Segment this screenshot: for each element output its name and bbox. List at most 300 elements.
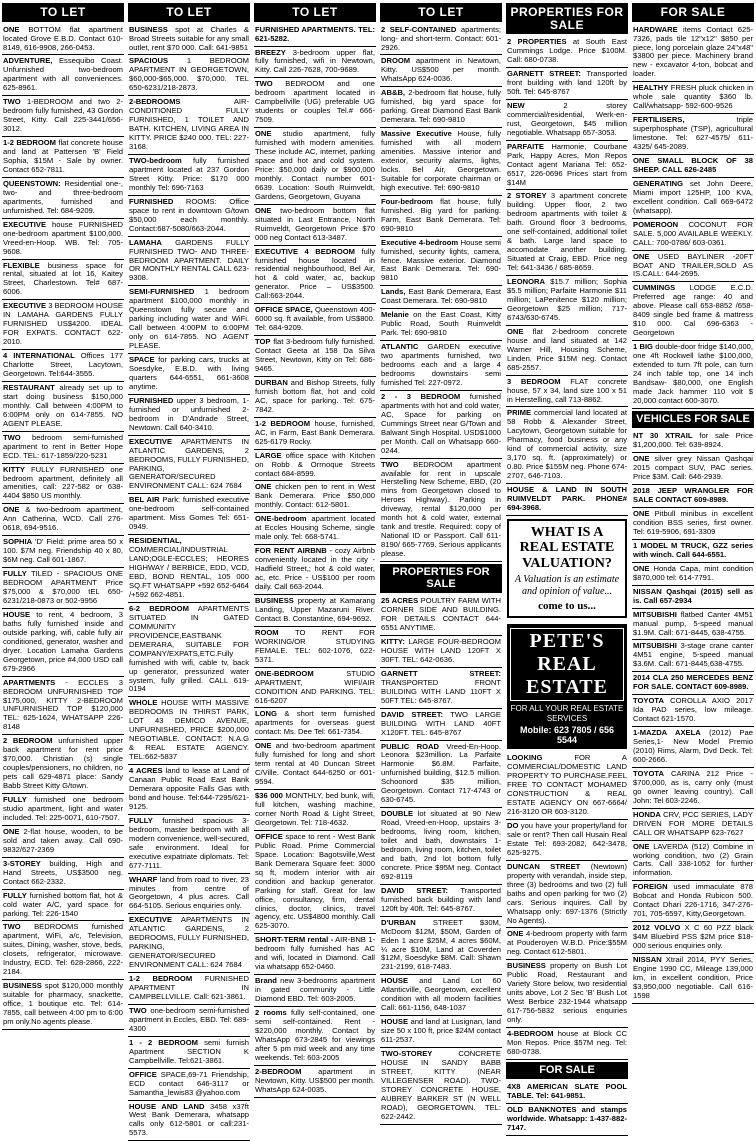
classified-ad <box>506 960 628 1028</box>
ad-lead: ONE <box>633 841 650 851</box>
ad-lead: ONE <box>255 482 272 492</box>
ad-lead: FULLY <box>3 890 27 900</box>
classified-ad <box>506 752 628 820</box>
ad-lead: ONE <box>255 205 272 215</box>
ad-lead: SPACE <box>129 355 155 365</box>
ad-lead: 2012 VOLVO <box>633 923 681 933</box>
classified-ad <box>632 609 754 641</box>
ad-body: AIR-CONDITIONED FULLY FURNISHED, 1 TOILET AND BATH. KITCHEN, LIVING AREA IN KITTY. PRICE $240 000. TEL: 227-3168. <box>129 97 249 152</box>
classified-ad <box>2 432 124 464</box>
logo-phone: Mobile: 623 7805 / 656 5544 <box>519 725 615 746</box>
ad-body: 1 bedroom apartment $100,000 monthly in Queenstown fully secure and parking including water and WiFi. Call between 4:00PM to 6:00PM only on 614-7855. NO AGENT PLEASE. <box>129 287 249 351</box>
ad-list <box>506 36 628 516</box>
ad-lead: HOUSE & LAND IN SOUTH RUIMVELDT PARK. PHONE# 694-3968. <box>507 485 627 512</box>
classified-ad <box>254 304 376 336</box>
classified-ad <box>128 237 250 287</box>
ad-lead: ONE <box>255 129 272 139</box>
ad-lead: KITTY <box>3 464 25 474</box>
ad-lead: 2-BEDROOM <box>255 1066 302 1076</box>
ad-body: to rent, 4 bedroom, 3 baths fully furnished inside and outside parking, wifi, cable fully air conditioned, generator, washer and dryer. Location Lamaha Gardens Georgetown, price #4,000 USD call 679-2966 <box>3 609 123 673</box>
classified-ad <box>506 276 628 326</box>
classified-ad <box>380 917 502 976</box>
column-4 <box>380 3 502 1121</box>
classified-ad <box>380 709 502 741</box>
ad-body: for sale Price $1,200,000. Tel: 639-8924. <box>633 431 753 450</box>
classified-ad <box>506 928 628 960</box>
classified-ad <box>2 980 124 1030</box>
classified-ad <box>506 820 628 861</box>
ad-lead: MITSUBISHI <box>633 641 677 651</box>
column-1 <box>2 3 124 1026</box>
ad-body: & short term furnished apartments for overseas guest contact: Ms. Dee Tel: 661-7354. <box>255 709 375 737</box>
classified-ad <box>128 765 250 815</box>
ad-lead: WHOLE <box>129 698 158 708</box>
column-header: TO LET <box>380 3 502 22</box>
ad-lead: TOYOTA <box>633 696 664 706</box>
ad-body: on the East Coast, Kitty Public Road, South Ruimveldt Park. Tel: 690-9810 <box>381 310 501 338</box>
classified-ad <box>380 885 502 917</box>
logo-name: PETE'S REAL ESTATE <box>510 628 624 701</box>
ad-body: FLAT concrete house, 57 x 34, land size 100 x 51 in Herstelling, call 713-8862. <box>507 376 627 404</box>
ad-body: two-bedroom bottom flat situated in Last Entrance, North Ruimveldt, Georgetown Price $70 000 neg Contact 613-3487. <box>255 205 375 242</box>
ad-lead: TOYOTA <box>633 768 664 778</box>
classified-ad <box>2 24 124 56</box>
ad-lead: Executive 4-bedroom <box>381 237 459 247</box>
classified-ad <box>2 300 124 350</box>
classified-ad <box>128 395 250 436</box>
ad-lead: RESTAURANT <box>3 382 55 392</box>
ad-lead: TWO <box>3 432 21 442</box>
ad-lead: GARNETT STREET: <box>507 69 581 79</box>
ad-lead: LONG <box>255 709 277 719</box>
classified-ad <box>632 219 754 251</box>
classified-ad <box>632 809 754 841</box>
ad-body: FRESH pluck chicken in whole sale quantity $360 lb. Call/whatsapp- 592-600-9526 <box>633 83 753 111</box>
classified-ad <box>632 430 754 453</box>
ad-body: and Land Lot 60 Atlanticville, Georgetown, excellent condition with all modern facilities Call: 661-1156, 648-1037 <box>381 976 501 1013</box>
ad-body: FULLY FURNISHED one bedroom apartment, definitely all amenities, call: 227-582 or 638-4404 $850 US monthly. <box>3 464 123 501</box>
column-2 <box>128 3 250 1138</box>
classified-ad <box>128 96 250 155</box>
ad-lead: 1-2 BEDROOM <box>255 418 311 428</box>
classified-ad <box>254 336 376 377</box>
ad-body: lot situated at 90 New Road, Vreed-en-Hoop, upstairs 3-bedrooms, living room, kitchen, toilet and bath, downstairs 1-bedroom, living room, kitchen, toilet and bath, 2nd lot bottom fully concrete. Price $95M neg. Contact 692-8119 <box>381 809 501 881</box>
classified-ad <box>128 196 250 237</box>
ad-body: MONTHLY, bed bunk, wifi, full kitchen, washing machine, corner North Road & Light Street, Georgetown. Tel: 718-4632. <box>255 791 375 827</box>
ad-body: and two-bedroom apartment fully furnished for long and short term rental at 40 Duncan Street C/Ville. Contact 644-6250 or 601-9594. <box>255 741 375 787</box>
ad-body: upper 3 bedroom, 1-furnished or unfurnished 2-bedroom in D'Andrade Street, Newtown. Call 640-3410. <box>129 395 249 432</box>
ad-lead: TWO <box>381 459 399 469</box>
ad-lead: NISSAN <box>633 955 662 965</box>
ad-body: LODGE E.C.D. Preferred age range: 40 and above. Please call 653-8852 /658-8409 single bed frame & mattress $10 000. Cal 696-6363 - Georgetown <box>633 283 753 338</box>
classified-ad <box>128 874 250 915</box>
classified-ad <box>380 741 502 809</box>
ad-body: Transported furnished back building with land 120ft by 40ft. Tel: 645-8767. <box>381 885 501 913</box>
classified-ad <box>254 78 376 128</box>
ad-lead: LEONORA <box>507 277 545 287</box>
classified-ad <box>632 954 754 1004</box>
ad-body: SPACE,69-71 Friendship, ECD contact 646-3117 or Samantha_lewis83 @yahoo.com <box>129 1069 249 1097</box>
ad-body: BOTTOM flat apartment located Grove E.B.D. Contact 610-8149, 616-9908, 266-0453. <box>3 24 123 52</box>
classified-ad <box>2 677 124 736</box>
ad-lead: 2014 CLA 250 MERCEDES BENZ FOR SALE. CONTACT 609-8989. <box>633 673 753 692</box>
classified-ad <box>254 934 376 975</box>
ad-list <box>506 1081 628 1136</box>
logo-tagline: FOR ALL YOUR REAL ESTATE SERVICES <box>510 704 624 723</box>
ad-body: 3 apartment concrete building. Upper floor, 2 two bedroom apartments with toilet & bath. Ground floor 3 bedrooms, one self-contained, additional toilet & bath. Large land space to accomodate another building. Situated at Craig, EBD. Price neg Tel: 641-3436 / 685-8659. <box>507 191 627 273</box>
classified-ad <box>632 640 754 672</box>
ad-body: you have your property/land for sale or rent? Then call Husain Real Estate Tel: 693-2082, 642-3478, 625-9275. <box>507 820 627 857</box>
classified-ad <box>506 36 628 68</box>
ad-body: building, High and Hand Streets, US$3500 neg. Contact 662-2332. <box>3 858 123 886</box>
ad-body: fully self-contained, one semi self-contained. Rent - $220,000 monthly. Contact by WhatsApp 673-2845 for viewings after 5 pm mid week and any time weekends. Tel: 603-2005 <box>255 1008 375 1062</box>
classified-ad <box>506 100 628 141</box>
ad-lead: 2018 JEEP WRANGLER FOR SALE CONTACT 609-8989. <box>633 486 753 505</box>
classified-ad <box>506 1104 628 1136</box>
ad-lead: BUSINESS <box>3 981 42 991</box>
ad-body: Residential one-, two- and three-bedroom apartments, furnished and unfurnished. Tel: 684-9209. <box>3 178 123 215</box>
ad-body: COCONUT FOR SALE. 5,000 AVAILABLE WEEKLY. CALL: 700-0786/ 603-0361. <box>633 219 753 247</box>
ad-body: items Contact 625-7326, pads tile 12"x12" $850 per piece, long porcelain glaze 24"x48" $3800 per piece. Machinery brand new - excavator 4-ton, bobcat and loader. <box>633 24 753 79</box>
ad-body: 3-bedroom upper flat, fully furnished, wifi in Newtown, Kitty. Call 226-7628, 700-9689. <box>255 47 375 75</box>
ad-body: office space with Kitchen on Robb & Orrnoque Streets contact 684-8599. <box>255 450 375 478</box>
classified-ad <box>506 376 628 408</box>
classified-ad <box>254 481 376 513</box>
ad-lead: 3 BEDROOM <box>507 376 561 386</box>
ad-body: 3458 x37ft West Bank Demerara, whatsapp calls only 612-5801 or call:231-5573. <box>129 1101 249 1138</box>
ad-lead: ADVENTURE, <box>3 56 53 66</box>
ad-lead: 2 PROPERTIES <box>507 37 567 47</box>
ad-lead: GARNETT STREET: <box>381 668 501 678</box>
classified-ad <box>128 1037 250 1069</box>
classified-ad <box>632 453 754 485</box>
ad-lead: APARTMENTS <box>3 677 56 687</box>
ad-body: furnished one bedroom studio apartment, light and water included. Tel: 225-0071, 610-7507. <box>3 795 123 822</box>
ad-lead: 2 BEDROOM <box>3 736 53 746</box>
ad-lead: BUSINESS <box>129 24 168 34</box>
ad-lead: TWO <box>129 1005 147 1015</box>
ad-body: BEDROOM and one bedroom apartment located in Campbellville (UG) preferable UG students or couples Tel.# 666-7509. <box>255 79 375 125</box>
ad-body: land to lease at Land of Canaan Public Road East Bank Demerara opposite Falls Gas with bond and house. Tel:644-7295/621-9125. <box>129 766 249 811</box>
ad-lead: DO <box>507 820 519 830</box>
ad-lead: 4-BEDROOM <box>507 1028 554 1038</box>
ad-body: GARDENS FULLY FURNISHED TWO- AND THREE-BEDROOM APARTMENT. DAILY OR MONTHLY RENTAL CALL 623-9308. <box>129 237 249 283</box>
ad-body: POULTRY FARM WITH CORNER SIDE AND BUILDING. FOR DETAILS CONTACT 644-6551 ANYTIME. <box>381 596 501 633</box>
ad-lead: 3-STOREY <box>3 858 41 868</box>
ad-body: TO RENT FOR WORKING/OR STUDYING FEMALE. TEL: 602-1076, 622-5371. <box>255 627 375 664</box>
classified-ad <box>380 286 502 309</box>
classified-ad <box>254 47 376 79</box>
ad-list <box>380 595 502 1125</box>
classified-ad <box>128 436 250 495</box>
classified-ad <box>2 826 124 858</box>
ad-lead: SHORT-TERM rental - <box>255 935 334 945</box>
ad-body: (2012) Pae Series,1- New Model Premio (2010) Rims, Alarm, Dvd Deck. Tel: 600-2666. <box>633 728 753 764</box>
ad-lead: ONE-BEDROOM <box>255 668 314 678</box>
ad-lead: HONDA <box>633 809 661 819</box>
classified-ad <box>2 890 124 922</box>
classified-ad <box>632 341 754 409</box>
classified-ad <box>380 975 502 1016</box>
classified-ad <box>632 282 754 341</box>
ad-lead: NT 30 XTRAIL <box>633 431 693 441</box>
classified-ad <box>128 494 250 535</box>
ad-lead: SEMI-FURNISHED <box>129 287 195 297</box>
ad-body: Offices 177 Charlotte Street, Lacytown, Georgetown. Tel:644-3555. <box>3 351 123 378</box>
ad-body: apartment in Newtown, Kitty. US$500 per month. WhatsApp 624-0035. <box>255 1066 375 1094</box>
classified-ad <box>632 841 754 882</box>
classified-ad <box>128 603 250 698</box>
ad-lead: 4 ACRES <box>129 766 163 776</box>
classified-ad <box>254 627 376 668</box>
classified-ad <box>506 861 628 929</box>
classified-ad <box>632 563 754 586</box>
ad-lead: OFFICE SPACE, <box>255 305 313 315</box>
column-6 <box>632 3 754 1000</box>
ad-body: TWO LARGE BUILDING WITH LAND 40FT X120FT. TEL: 645-8767 <box>381 709 501 737</box>
ad-lead: DAVID STREET: <box>381 885 449 895</box>
ad-body: Xtrail 2014, PYY Series, Engine 1990 CC, Mileage 139,000 km, in excellent condition, Price $3,950,000 negotiable. Call 616-1598 <box>633 955 753 1000</box>
ad-body: - cozy Airbnb conveniently located in the city - Hadfield Street,; hot & cold water, ac, etc. Price - US$100 per room daily. Call 663-2044. <box>255 546 375 592</box>
ad-lead: EXECUTIVE <box>3 219 47 229</box>
classified-ad <box>254 831 376 934</box>
ad-lead: HOUSE <box>381 976 409 986</box>
valuation-promo-box <box>507 519 627 618</box>
classified-ad <box>128 973 250 1005</box>
classified-ad <box>254 740 376 790</box>
ad-lead: 2 - 3 BEDROOM <box>381 391 461 401</box>
ad-body: apartment located at Eccles Housing Scheme, single male only. Tel: 668-5741. <box>255 514 375 542</box>
classified-ad <box>254 790 376 831</box>
ad-lead: ONE <box>255 741 272 751</box>
classified-ad <box>128 155 250 196</box>
classified-ad <box>128 55 250 96</box>
ad-body: double-door fridge $140,000, one 4ft Rockwell lathe $100,000, extended to turn 7ft pole, can turn 24 inch table top, one 14 inch Bandsaw- $80,000, one English made Jack hammer 110 volt $ 20,000 contact 600-3070. <box>633 342 753 405</box>
classified-ad <box>506 407 628 484</box>
ad-lead: LARGE <box>255 450 282 460</box>
classified-ad <box>632 727 754 768</box>
ad-body: land from road to river, 23 minutes from centre of Georgetown, 4 plus acres. Call 664-5105. Serious enquiries only. <box>129 874 249 911</box>
real-estate-logo-box <box>507 624 627 749</box>
column-header: TO LET <box>2 3 124 22</box>
classified-ad <box>380 1016 502 1048</box>
classified-ad <box>506 190 628 276</box>
ad-lead: D'URBAN <box>381 917 416 927</box>
ad-lead: EXECUTIVE 4 BEDROOM <box>255 246 355 256</box>
ad-body: 3 BEDROOM HOUSE IN LAMAHA GARDENS FULLY FURNISHED US$4200. IDEAL FOR EXPATS. CONTACT 622-2010. <box>3 301 123 347</box>
ad-lead: ONE <box>633 251 650 261</box>
ad-body: bedroom semi-furnished apartment to rent in Better Hope ECD. TEL: 617-1859/220-5231 <box>3 432 123 460</box>
ad-body: used immaculate 878 Bobcat and Honda Rubicon 500. Contact Dhari 226-1716, 347-276-701, 705-6597, Kitty,Georgetown. <box>633 882 753 919</box>
ad-lead: $36 000 <box>255 791 283 801</box>
column-5 <box>506 3 628 1133</box>
ad-lead: DURBAN <box>255 377 288 387</box>
ad-lead: HOUSE <box>3 609 31 619</box>
ad-body: USED BAYLINER -20FT BOAT AND TRAILER,SOLD AS IS.CALL: 644-2695. <box>633 251 753 279</box>
ad-lead: SPACIOUS <box>129 56 169 66</box>
ad-body: FURNISHED APARTMENT IN CAMPBELLVILLE. Call: 621-3861. <box>129 974 249 1001</box>
classified-ad <box>506 326 628 376</box>
ad-lead: FOR RENT AIRBNB <box>255 546 327 556</box>
ad-body: $15.7 million; Sophia $5.5 million; Parfaite Harmonie $11 million; LaPenitence $120 million; Georgetown $25 million; 717-6743/630-6745. <box>507 277 627 322</box>
ad-lead: 1 MODEL M TRUCK, GZZ series with winch. Call 644-6551. <box>633 540 753 559</box>
ad-lead: KITTY: <box>381 636 405 646</box>
ad-body: and Bishop Streets, fully furnish bottom flat, hot and cold AC, space for parking. Tel: 675-7842. <box>255 377 375 414</box>
ad-lead: MITSUBISHI <box>633 609 677 619</box>
ad-lead: TOP <box>255 337 271 347</box>
classified-ad <box>632 114 754 155</box>
classified-ad <box>506 1081 628 1104</box>
ad-lead: QUEENSTOWN: <box>3 178 61 188</box>
ad-body: set John Deere, Miami import 125HP, 100 KVA, excellent condition. Call 669-6472 (whatsapp). <box>633 178 753 215</box>
ad-lead: ONE <box>633 509 650 519</box>
classified-ad <box>254 246 376 305</box>
ad-lead: CUMMINGS <box>633 283 676 293</box>
ad-body: BEDROOMS furnished apartment, WiFi, a/c, Television, suites, Dining, washer, stove, beds, closets, refrigerator, microwave. Industry, ECD. Tel: 628-2866, 222-2184. <box>3 922 123 977</box>
ad-lead: FULLY <box>129 815 153 825</box>
classified-ad <box>2 921 124 980</box>
classified-ad <box>254 595 376 627</box>
ad-body: House, fully furnished with all modern amenities. Massive interior and exterior, security alarms, lights, locks. Bel Air, Georgetown. Suitable for corporate chairman or high executive. Tel: 690-9810 <box>381 129 501 192</box>
ad-body: 1-BEDROOM and two 2-bedroom fully furnished, 43 Gordon Street, Kitty. Call 225-3441/656-3012. <box>3 97 123 134</box>
ad-body: APARTMENTS IN ATLANTIC GARDENS, 2 BEDROOMS, FULLY FURNISHED, PARKING, GENERATOR/SECURED ENVIRONMENT CALL: 624 7684 <box>129 436 249 491</box>
ad-list <box>254 24 376 1098</box>
classified-ad <box>506 1028 628 1060</box>
ad-lead: ROOM <box>255 627 279 637</box>
ad-body: CONCRETE HOUSE IN SANDY BABB STREET, KITTY (NEAR VILLEGENSER ROAD). TWO-STOREY CONCRETE HOUSE, AUBREY BARKER ST (N WELL ROAD), GEORGETOWN. TEL: 622-2442. <box>381 1049 501 1121</box>
ad-body: flat 2-bedroom concrete house and land situated at 142 Warner Hill, Housing Scheme, Linden. Price $15M neg. Contact 685-2557. <box>507 326 627 372</box>
section-header-for-sale: FOR SALE <box>506 1062 628 1080</box>
ad-body: space to rent - West Bank Public Road. Prime Commercial Space. Location: Bagotsville,West Bank Demerara Square feet: 3000 sq ft, modern interior with air condition and backup generator. Parking for staff. Great for law office, consultancy, firm, dental clinics, doctor, clinics, travel agency, etc. US$4800 monthly. Call 625-3070. <box>255 831 375 931</box>
classified-ad <box>2 609 124 677</box>
ad-body: property at Kamarang Landing, Upper Mazaruni River. Contact B. Constantine, 694-9692. <box>255 595 375 623</box>
ad-lead: ONE <box>507 929 524 939</box>
ad-body: House semi furnished, security lights, camera, fence. Massive exterior. Diamond East Bank Demerara. Tel: 690-9810 <box>381 237 501 283</box>
classified-ad <box>380 128 502 196</box>
classified-ad <box>128 24 250 56</box>
ad-lead: FURNISHED APARTMENTS. TEL: 621-5282. <box>255 24 375 43</box>
ad-lead: RESIDENTIAL, <box>129 536 182 546</box>
ad-body: house at Block CC Mon Repos. Price $57M neg. Tel: 680-0738. <box>507 1028 627 1056</box>
classified-ad <box>254 975 376 1007</box>
classified-ad <box>2 464 124 505</box>
classified-ad <box>506 141 628 191</box>
ad-body: furnished spacious 3-bedroom, master bedroom with all modern convenience, well-secured, safe environment. Ideal for executive expatriate diplomats. Tel: 677-7111. <box>129 815 249 870</box>
ad-lead: Melanie <box>381 310 409 320</box>
ad-lead: DUNCAN STREET <box>507 861 581 871</box>
classified-ad <box>254 128 376 205</box>
classified-ad <box>254 418 376 450</box>
ad-lead: OFFICE <box>129 1069 157 1079</box>
classified-ad <box>254 513 376 545</box>
ad-body: - ECCLES 3 BEDROOM UNFURNISHED TOP $175,000, KITTY 2-BEDROOM UNFURNISHED TOP $120,000 TEL: 625-1624, WHATSAPP 226-8148 <box>3 677 123 732</box>
ad-lead: FOREIGN <box>633 882 668 892</box>
ad-body: Harmonie, Courbane Park, Happy Acres, Mon Repos Contact agent Mariana Tel: 652-6517, 226-0696 Prices start from $14M <box>507 141 627 187</box>
ad-body: CRV, PCC SERIES, LADY DRIVEN FOR MORE DETAILS CALL OR WHATSAPP 623-7627 <box>633 809 753 837</box>
ad-lead: 2 SELF-CONTAINED <box>381 24 457 34</box>
ad-lead: OFFICE <box>255 831 283 841</box>
ad-lead: NEW <box>507 100 525 110</box>
ad-list <box>506 752 628 1060</box>
classified-ad <box>632 768 754 809</box>
ad-lead: DAVID STREET: <box>381 709 444 719</box>
ad-body: COROLLA AXIO 2017 Ida PAD series, low mileage. Contact 621-1570. <box>633 696 753 724</box>
classified-ad <box>2 735 124 794</box>
ad-lead: DOUBLE <box>381 809 414 819</box>
ad-body: East Bank Demerara, East Coast Demerara. Tel: 690-9810 <box>381 287 501 306</box>
ad-body: flat concrete house and land at Pattersen 'B' Field Sophia, $15M - Sale by owner. Contact 652-7811. <box>3 138 123 174</box>
ad-lead: OLD BANKNOTES and stamps worldwide. Whatsapp: 1-437-882-7147. <box>507 1105 627 1133</box>
ad-body: FOR A COMMERCIAL/DOMESTIC LAND PROPERTY TO PURCHASE.FEEL FREE TO CONTACT MOHAMED CONSTRUCTION & REAL ESTATE AGENCY ON 667-6664/ 216-3120 OR 603-3120. <box>507 753 627 817</box>
ad-body: HOUSE WITH MASSIVE BEDROOMS IN THIRST PARK, LOT 43 DEMICO AVENUE, UNFURNISHED, PRICE $200,000 NEGOTIABLE. CONTACT: N.A.G & REAL ESTATE AGENCY. TEL:662-5837 <box>129 698 249 762</box>
ad-body: furnished bottom flat, hot & cold water A/C, yard space for parking. Tel: 226-1540 <box>3 890 123 918</box>
ad-body: ROOMS: Office space to rent in downtown G/town $50,000 each monthly. Contact:687-5080/663-2044. <box>129 196 249 233</box>
ad-lead: 1-MAZDA AXELA <box>633 728 701 738</box>
ad-body: 1 BEDROOM APARTMENT IN GEORGETOWN, $60,000-$65,000. $70,000. TEL 650-6231/218-2873. <box>129 56 249 93</box>
ad-body: spot $120,000 monthly suitable for pharmacy, snackette, office, 1 boutique etc. Tel: 614-7855, call between 4:00 pm to 6:00 pm only.No agents please. <box>3 981 123 1026</box>
classified-ad <box>254 24 376 47</box>
ad-lead: HARDWARE <box>633 24 678 34</box>
ad-lead: LOOKING <box>507 753 543 763</box>
ad-body: Essequibo Coast. Unfurnished two-bedroom apartment with all conveniences. 625-8961. <box>3 56 123 93</box>
ad-body: Honda Capa, mint condition $870,000 tel: 614-7791. <box>633 563 753 582</box>
classified-ad <box>2 794 124 826</box>
classified-ad <box>380 1048 502 1125</box>
ad-lead: ONE <box>3 24 20 34</box>
ad-lead: TWO-STOREY <box>381 1049 433 1059</box>
ad-lead: TWO-bedroom <box>129 155 182 165</box>
ad-body: house, furnished, AC, in Farm, East Bank Demerara. 625-6179 Rocky. <box>255 418 375 446</box>
ad-body: silver grey Nissan Qashqai 2015 compact SUV, PAC series. Price $3M. Call: 646-2939. <box>633 454 753 482</box>
ad-body: AIR-BNB 1-bedroom fully furnished has AC and wifi, located in Diamond. Call via whatsapp 652-0460. <box>255 935 375 972</box>
ad-body: fully furnished house located in residential neighbourhood, Bel Air, hot & cold water, ac, backup generator. Price – US$3500. Call:663-2044. <box>255 246 375 301</box>
ad-lead: FLEXIBLE <box>3 260 40 270</box>
classified-ad <box>254 1007 376 1066</box>
ad-body: Transported front building with land 120ft by 50ft. Tel: 645-8767 <box>507 69 627 96</box>
classified-ad <box>128 354 250 395</box>
classified-ad <box>632 540 754 563</box>
classified-ad <box>506 484 628 516</box>
ad-body: triple superphosphate (TSP), agricultural limestone. Tel: 627-4575/ 611-4325/ 645-2089. <box>633 115 753 152</box>
ad-body: Park: furnished executive one-bedroom self-contained apartment. Miss Gomes Tel: 651-0949. <box>129 495 249 532</box>
classified-ad <box>128 1101 250 1141</box>
classified-ad <box>2 55 124 96</box>
ad-lead: ATLANTIC <box>381 342 419 352</box>
classified-ad <box>128 1069 250 1101</box>
ad-lead: 1-2 BEDROOM <box>129 974 193 984</box>
classified-ad <box>380 87 502 128</box>
classified-ad <box>254 545 376 595</box>
ad-body: STREET $30M, McDoom $12M, $50M, Garden of Eden 1 acre $25M, 4 acres $60M, ¼ acre $10M, Land at Coverden $12M, Soesdyke $8M. Call: Shawn 231-2199, 618-7483. <box>381 917 501 972</box>
classified-ad <box>632 881 754 922</box>
column-header: PROPERTIES FOR SALE <box>506 3 628 34</box>
ad-body: (Newtown) property with verandah, inside step, three (3) bedrooms and two (2) full baths and open parking for two (2) cars. Serious inquires. Call by Whatsapp only: 697-1376 (Strictly No Agents). <box>507 861 627 925</box>
ad-body: 'D' Field: prime area 50 x 100. $7M neg. Friendship 40 x 80, $6M neg. Call 601-1867. <box>3 537 123 565</box>
column-header: TO LET <box>128 3 250 22</box>
ad-body: already set up to start doing business $150,000 monthly. Call between 4:00PM to 6:00PM only on 614-7855. NO AGENT PLEASE. <box>3 382 123 428</box>
classified-ad <box>128 1005 250 1037</box>
ad-body: furnished apartments with hot and cold water, AC, Space for parking on Cummings Street near G/Town and Balwant Singh Hospital. USD$1000 per Month. Call on Whatsapp 660-0244. <box>381 391 501 455</box>
column-header: TO LET <box>254 3 376 22</box>
ad-body: and land at Lusignan, land size 50 x 100 ft, price $24M contact 611-2537. <box>381 1017 501 1045</box>
ad-lead: EXECUTIVE <box>3 301 47 311</box>
ad-lead: BEL AIR <box>129 495 160 505</box>
ad-lead: 1 BIG <box>633 342 653 352</box>
ad-body: Vreed-En-Hoop. Leonora $23million. La Parfaite Harmonie $6.8M. Parfaite, unfurnished building, $12.5 million. Schoonord $35 million, Georgetown. Contact 717-4743 or 630-6745. <box>381 741 501 805</box>
classified-ad <box>128 697 250 765</box>
ad-body: flat 3-bedroom fully furnished. Contact Geeta at 158 Da Silva Street, Newtown, Kitty on Tel: 686-9465. <box>255 337 375 373</box>
classified-ad <box>632 178 754 219</box>
